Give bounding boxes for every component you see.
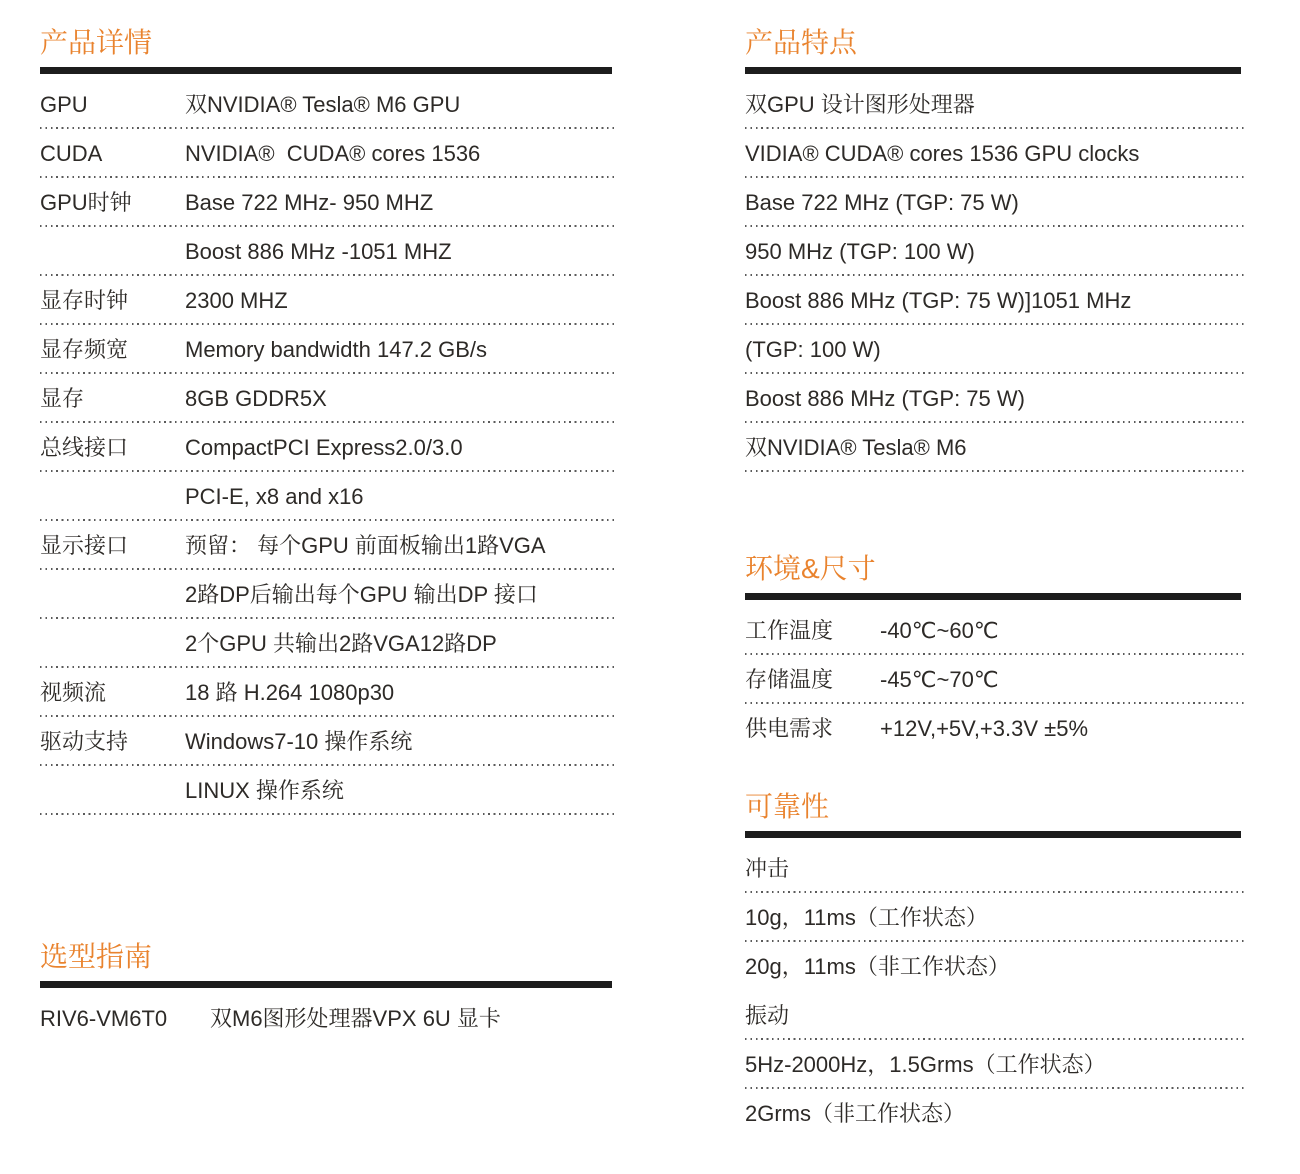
spec-label: 供电需求 bbox=[745, 715, 834, 741]
feature-text: Base 722 MHz (TGP: 75 W) bbox=[745, 189, 1019, 215]
spec-row bbox=[40, 619, 618, 668]
spec-row bbox=[40, 668, 618, 717]
reliability-item bbox=[745, 893, 1247, 942]
feature-text: 950 MHz (TGP: 100 W) bbox=[745, 238, 975, 264]
spec-row bbox=[745, 704, 1247, 753]
reliability-list bbox=[745, 844, 1247, 1138]
spec-value: 预留： 每个GPU 前面板输出1路VGA bbox=[185, 532, 546, 558]
title-rule bbox=[40, 67, 612, 74]
feature-text: VIDIA® CUDA® cores 1536 GPU clocks bbox=[745, 140, 1140, 166]
reliability-item bbox=[745, 844, 1247, 893]
spec-label: 工作温度 bbox=[745, 617, 834, 643]
feature-item bbox=[745, 227, 1247, 276]
spec-row bbox=[40, 423, 618, 472]
spec-row bbox=[40, 178, 618, 227]
spec-row bbox=[745, 655, 1247, 704]
model-number: RIV6-VM6T0 bbox=[40, 1005, 168, 1031]
feature-text: Boost 886 MHz (TGP: 75 W)]1051 MHz bbox=[745, 287, 1132, 313]
section-product-features bbox=[745, 26, 1247, 472]
reliability-title: 可靠性 bbox=[745, 791, 830, 822]
reliability-item bbox=[745, 1089, 1247, 1138]
section-reliability bbox=[745, 790, 1247, 1138]
section-selection-guide bbox=[40, 940, 618, 1043]
model-description: 双M6图形处理器VPX 6U 显卡 bbox=[210, 1005, 501, 1031]
spec-value: LINUX 操作系统 bbox=[185, 777, 344, 803]
spec-row bbox=[40, 325, 618, 374]
spec-label: 显示接口 bbox=[40, 532, 129, 558]
feature-item bbox=[745, 374, 1247, 423]
spec-row bbox=[40, 129, 618, 178]
spec-value: 2路DP后输出每个GPU 输出DP 接口 bbox=[185, 581, 538, 607]
reliability-item bbox=[745, 991, 1247, 1040]
spec-value: 2个GPU 共输出2路VGA12路DP bbox=[185, 630, 497, 656]
product-features-title: 产品特点 bbox=[745, 27, 858, 58]
feature-item bbox=[745, 276, 1247, 325]
spec-label: GPU时钟 bbox=[40, 189, 132, 215]
title-rule bbox=[40, 981, 612, 988]
reliability-item bbox=[745, 942, 1247, 991]
product-features-list bbox=[745, 80, 1247, 472]
feature-item bbox=[745, 80, 1247, 129]
spec-label: 驱动支持 bbox=[40, 728, 129, 754]
spec-row bbox=[40, 570, 618, 619]
selection-guide-title: 选型指南 bbox=[40, 941, 153, 972]
reliability-text: 冲击 bbox=[745, 855, 790, 881]
spec-label: 显存 bbox=[40, 385, 85, 411]
spec-value: 8GB GDDR5X bbox=[185, 385, 327, 411]
spec-label: 显存频宽 bbox=[40, 336, 129, 362]
spec-label: CUDA bbox=[40, 140, 103, 166]
product-details-title: 产品详情 bbox=[40, 27, 153, 58]
spec-label: GPU bbox=[40, 91, 88, 117]
spec-row bbox=[40, 472, 618, 521]
spec-row bbox=[40, 521, 618, 570]
title-rule bbox=[745, 831, 1241, 838]
spec-value: CompactPCI Express2.0/3.0 bbox=[185, 434, 463, 460]
feature-text: (TGP: 100 W) bbox=[745, 336, 881, 362]
title-rule bbox=[745, 593, 1241, 600]
spec-value: 双NVIDIA® Tesla® M6 GPU bbox=[185, 91, 461, 117]
model-row bbox=[40, 994, 618, 1043]
spec-row bbox=[745, 606, 1247, 655]
selection-guide-table bbox=[40, 994, 618, 1043]
reliability-text: 20g，11ms（非工作状态） bbox=[745, 953, 1010, 979]
spec-value: -45℃~70℃ bbox=[880, 666, 999, 692]
environment-table bbox=[745, 606, 1247, 753]
spec-value: -40℃~60℃ bbox=[880, 617, 999, 643]
feature-item bbox=[745, 129, 1247, 178]
spec-value: NVIDIA® CUDA® cores 1536 bbox=[185, 140, 481, 166]
spec-row bbox=[40, 374, 618, 423]
spec-label: 显存时钟 bbox=[40, 287, 129, 313]
spec-value: Base 722 MHz- 950 MHZ bbox=[185, 189, 434, 215]
spec-label: 总线接口 bbox=[40, 434, 129, 460]
spec-value: 2300 MHZ bbox=[185, 287, 288, 313]
product-details-table bbox=[40, 80, 618, 815]
spec-row bbox=[40, 276, 618, 325]
spec-value: PCI-E, x8 and x16 bbox=[185, 483, 364, 509]
feature-item bbox=[745, 325, 1247, 374]
feature-text: Boost 886 MHz (TGP: 75 W) bbox=[745, 385, 1025, 411]
feature-text: 双GPU 设计图形处理器 bbox=[745, 91, 975, 117]
reliability-item bbox=[745, 1040, 1247, 1089]
spec-label: 存储温度 bbox=[745, 666, 834, 692]
reliability-text: 2Grms（非工作状态） bbox=[745, 1100, 966, 1126]
spec-value: Memory bandwidth 147.2 GB/s bbox=[185, 336, 488, 362]
spec-value: Windows7-10 操作系统 bbox=[185, 728, 413, 754]
feature-item bbox=[745, 423, 1247, 472]
spec-value: +12V,+5V,+3.3V ±5% bbox=[880, 715, 1089, 741]
reliability-text: 5Hz-2000Hz，1.5Grms（工作状态） bbox=[745, 1051, 1106, 1077]
spec-value: Boost 886 MHz -1051 MHZ bbox=[185, 238, 452, 264]
spec-value: 18 路 H.264 1080p30 bbox=[185, 679, 395, 705]
spec-row bbox=[40, 80, 618, 129]
spec-row bbox=[40, 766, 618, 815]
title-rule bbox=[745, 67, 1241, 74]
reliability-text: 10g，11ms（工作状态） bbox=[745, 904, 988, 930]
reliability-text: 振动 bbox=[745, 1002, 790, 1028]
environment-title: 环境&尺寸 bbox=[745, 553, 876, 584]
section-environment bbox=[745, 552, 1247, 753]
spec-row bbox=[40, 717, 618, 766]
feature-item bbox=[745, 178, 1247, 227]
spec-row bbox=[40, 227, 618, 276]
spec-label: 视频流 bbox=[40, 679, 107, 705]
section-product-details bbox=[40, 26, 618, 815]
feature-text: 双NVIDIA® Tesla® M6 bbox=[745, 434, 967, 460]
